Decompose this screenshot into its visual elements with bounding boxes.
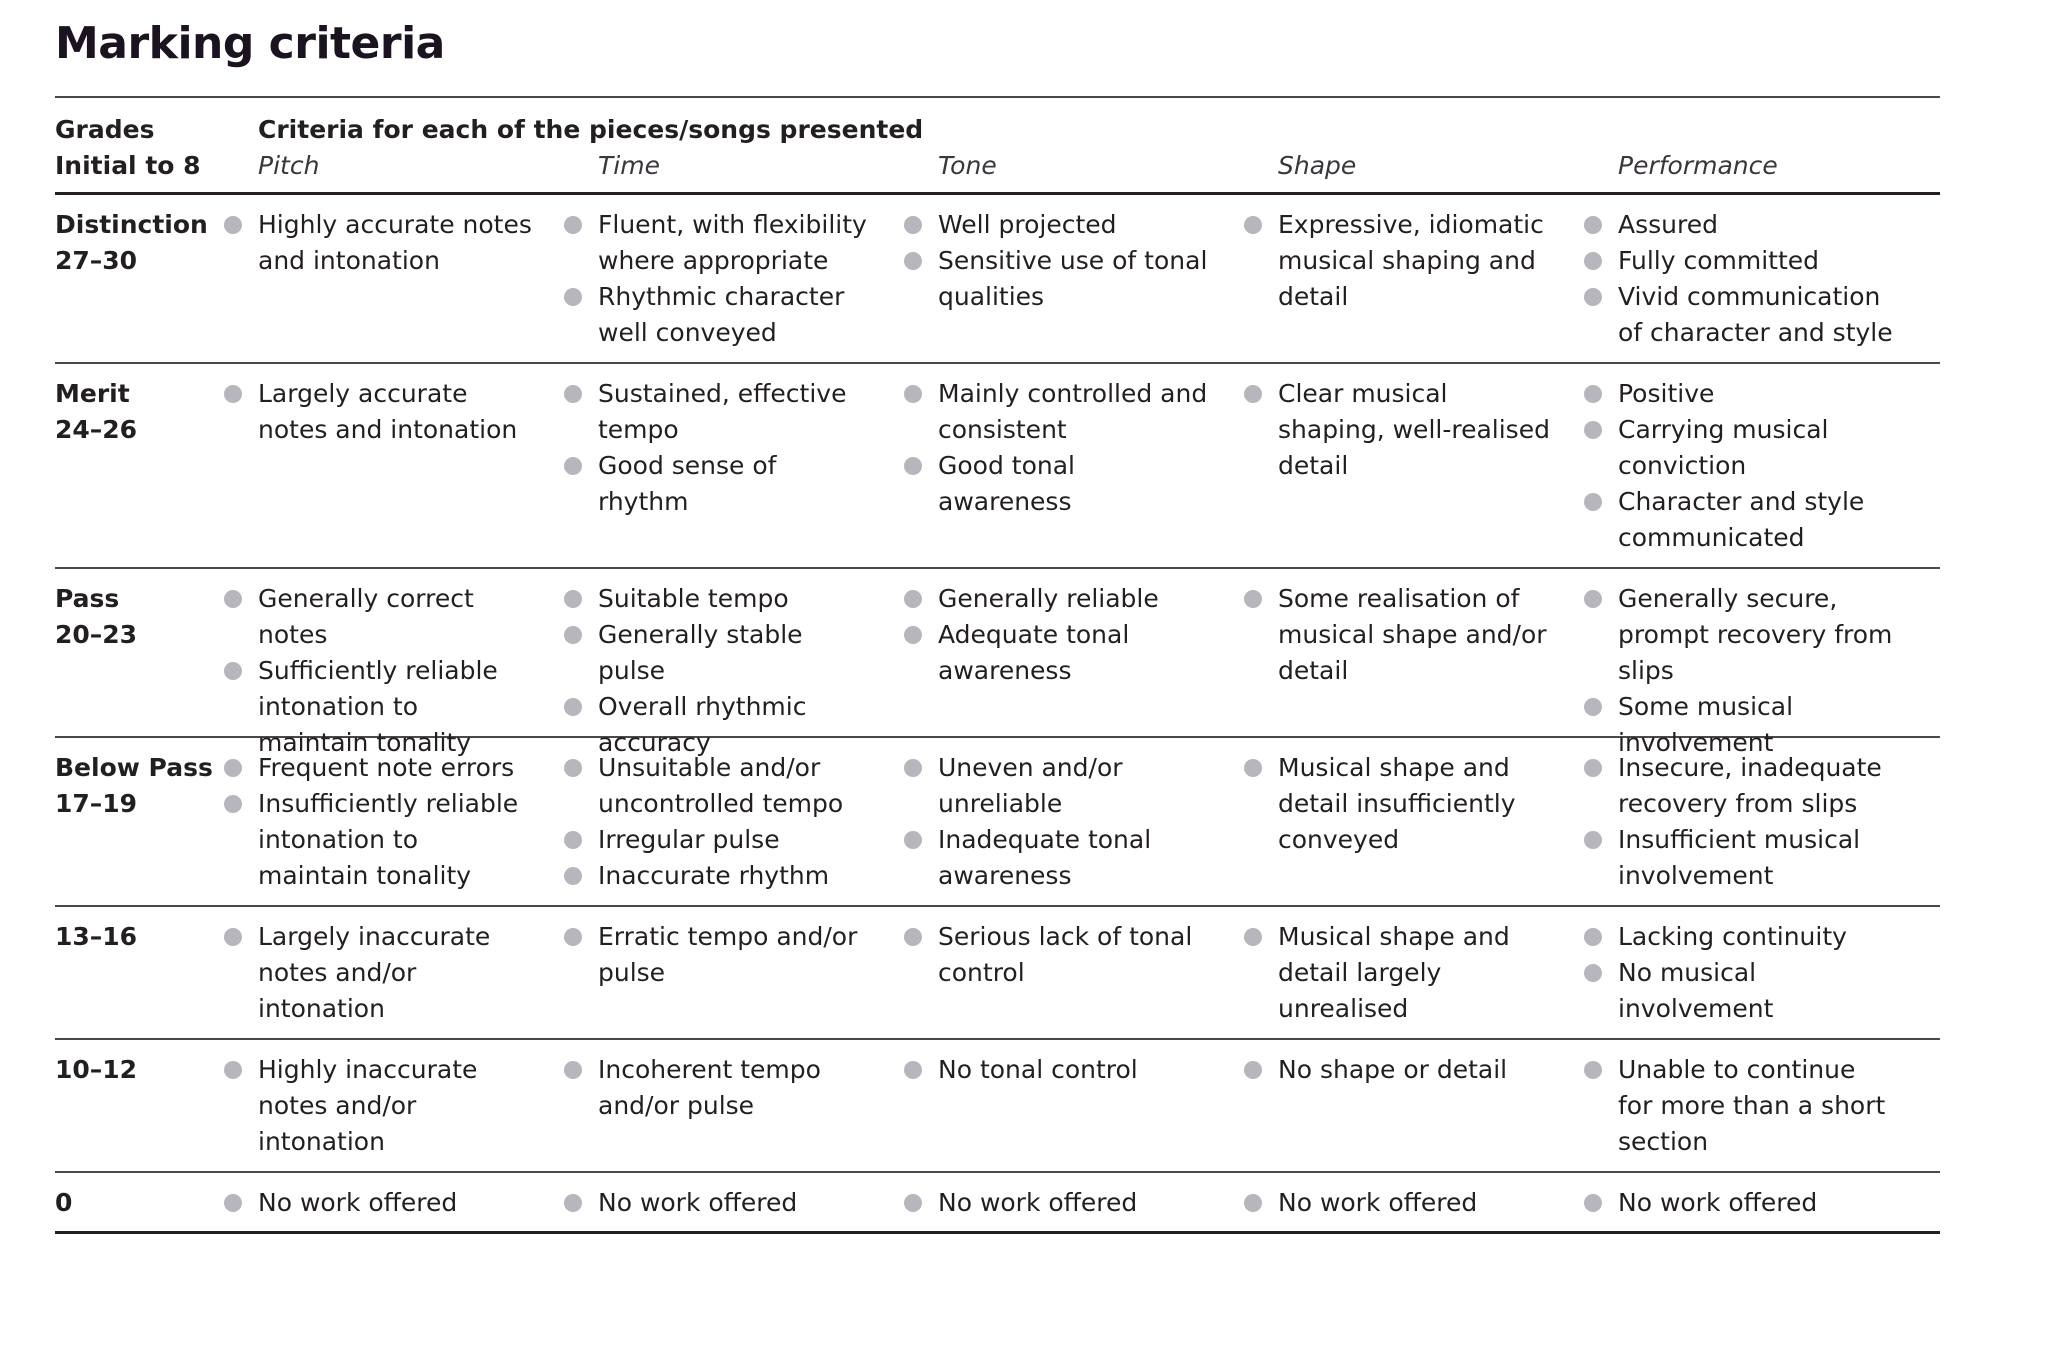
cell-shape <box>1248 376 1553 484</box>
criterion-text: Incoherent tempo and/or pulse <box>598 1055 821 1120</box>
cell-shape <box>1248 1185 1553 1221</box>
cell-tone <box>908 581 1213 689</box>
column-header-time: Time <box>598 151 660 180</box>
bullet-icon <box>564 1061 582 1079</box>
bullet-icon <box>1584 493 1602 511</box>
grade-label <box>55 207 208 279</box>
criterion-item <box>1588 955 1893 1027</box>
grade-range: 17–19 <box>55 789 138 818</box>
criterion-text: Good sense of rhythm <box>598 451 777 516</box>
bullet-icon <box>564 831 582 849</box>
criterion-item <box>1588 822 1893 894</box>
criterion-text: Highly accurate notes and intonation <box>258 210 532 275</box>
cell-tone <box>908 376 1213 520</box>
cell-shape <box>1248 750 1553 858</box>
criterion-item <box>568 279 873 351</box>
bullet-icon <box>1584 421 1602 439</box>
criterion-item <box>1588 581 1893 689</box>
criterion-item <box>228 919 533 1027</box>
bullet-icon <box>224 928 242 946</box>
bullet-icon <box>224 216 242 234</box>
grade-label <box>55 581 137 653</box>
criterion-item <box>1248 750 1553 858</box>
criterion-item <box>1588 376 1893 412</box>
bullet-icon <box>564 759 582 777</box>
criterion-item <box>908 750 1213 822</box>
criterion-text: Highly inaccurate notes and/or intonation <box>258 1055 478 1156</box>
bullet-icon <box>564 1194 582 1212</box>
criterion-text: Suitable tempo <box>598 584 789 613</box>
column-header-tone: Tone <box>938 151 997 180</box>
cell-time <box>568 919 873 991</box>
criterion-item <box>568 858 873 894</box>
criterion-item <box>1248 581 1553 689</box>
grade-range: 27–30 <box>55 246 138 275</box>
cell-pitch <box>228 919 533 1027</box>
criterion-item <box>1248 1052 1553 1088</box>
bullet-icon <box>904 1194 922 1212</box>
criterion-text: Generally reliable <box>938 584 1159 613</box>
grade-name: Distinction <box>55 210 208 239</box>
criterion-item <box>1588 207 1893 243</box>
criterion-text: Good tonal awareness <box>938 451 1075 516</box>
bullet-icon <box>904 626 922 644</box>
criteria-header: Criteria for each of the pieces/songs presented <box>258 115 924 144</box>
cell-pitch <box>228 750 533 894</box>
criterion-item <box>1588 412 1893 484</box>
criterion-text: Some musical involvement <box>1618 692 1794 757</box>
grade-name: Below Pass <box>55 753 213 782</box>
bullet-icon <box>904 385 922 403</box>
criterion-item <box>908 448 1213 520</box>
cell-time <box>568 750 873 894</box>
grade-label <box>55 919 137 955</box>
criterion-item <box>1588 243 1893 279</box>
criterion-item <box>908 1185 1213 1221</box>
criterion-item <box>908 581 1213 617</box>
bullet-icon <box>1244 590 1262 608</box>
table-row <box>55 738 1940 907</box>
table-row <box>55 1173 1940 1234</box>
criterion-text: Clear musical shaping, well-realised detail <box>1278 379 1550 480</box>
criterion-item <box>908 617 1213 689</box>
criterion-item <box>568 581 873 617</box>
bullet-icon <box>1244 928 1262 946</box>
bullet-icon <box>564 457 582 475</box>
table-row <box>55 569 1940 757</box>
cell-time <box>568 1052 873 1124</box>
bullet-icon <box>1244 1194 1262 1212</box>
bullet-icon <box>904 759 922 777</box>
criterion-text: Sufficiently reliable intonation to maintain tonality <box>258 656 498 757</box>
criterion-text: Largely inaccurate notes and/or intonation <box>258 922 491 1023</box>
criterion-text: Positive <box>1618 379 1715 408</box>
criterion-text: Unable to continue for more than a short section <box>1618 1055 1886 1156</box>
criterion-text: No tonal control <box>938 1055 1138 1084</box>
criterion-text: Mainly controlled and consistent <box>938 379 1208 444</box>
cell-performance <box>1588 750 1893 894</box>
cell-performance <box>1588 581 1893 761</box>
bullet-icon <box>1584 288 1602 306</box>
criterion-item <box>908 207 1213 243</box>
table-body <box>55 195 1940 1234</box>
criterion-text: No shape or detail <box>1278 1055 1508 1084</box>
column-header-pitch: Pitch <box>258 151 320 180</box>
bullet-icon <box>224 1194 242 1212</box>
criterion-item <box>1588 750 1893 822</box>
cell-pitch <box>228 1052 533 1160</box>
criterion-item <box>908 376 1213 448</box>
bullet-icon <box>224 759 242 777</box>
bullet-icon <box>1584 928 1602 946</box>
criterion-item <box>228 1052 533 1160</box>
criterion-item <box>228 750 533 786</box>
bullet-icon <box>564 626 582 644</box>
bullet-icon <box>1584 252 1602 270</box>
bullet-icon <box>1584 698 1602 716</box>
criterion-text: Fully committed <box>1618 246 1820 275</box>
cell-performance <box>1588 1185 1893 1221</box>
grade-range: 13–16 <box>55 922 138 951</box>
criterion-text: Vivid communication of character and style <box>1618 282 1893 347</box>
cell-pitch <box>228 207 533 279</box>
criterion-text: Musical shape and detail largely unrealised <box>1278 922 1510 1023</box>
bullet-icon <box>1584 759 1602 777</box>
criterion-item <box>1588 279 1893 351</box>
criterion-item <box>568 822 873 858</box>
criterion-text: Musical shape and detail insufficiently conveyed <box>1278 753 1516 854</box>
cell-time <box>568 581 873 761</box>
grades-header <box>55 112 201 184</box>
bullet-icon <box>224 590 242 608</box>
criterion-text: No musical involvement <box>1618 958 1774 1023</box>
bullet-icon <box>1244 385 1262 403</box>
criterion-text: Irregular pulse <box>598 825 780 854</box>
criterion-text: Unsuitable and/or uncontrolled tempo <box>598 753 844 818</box>
grade-range: 10–12 <box>55 1055 138 1084</box>
cell-tone <box>908 750 1213 894</box>
criterion-item <box>228 786 533 894</box>
criterion-text: Insecure, inadequate recovery from slips <box>1618 753 1882 818</box>
criterion-item <box>568 750 873 822</box>
criterion-text: Character and style communicated <box>1618 487 1865 552</box>
table-row <box>55 1040 1940 1173</box>
criterion-text: Generally correct notes <box>258 584 474 649</box>
marking-criteria-table <box>55 96 1940 1234</box>
bullet-icon <box>1584 216 1602 234</box>
criterion-text: No work offered <box>1278 1188 1478 1217</box>
criterion-item <box>568 448 873 520</box>
criterion-text: Overall rhythmic accuracy <box>598 692 807 757</box>
criterion-text: No work offered <box>1618 1188 1818 1217</box>
criterion-text: No work offered <box>938 1188 1138 1217</box>
criterion-text: Generally secure, prompt recovery from slips <box>1618 584 1893 685</box>
cell-pitch <box>228 581 533 761</box>
criterion-text: Sustained, effective tempo <box>598 379 847 444</box>
grade-label <box>55 376 137 448</box>
criterion-item <box>568 376 873 448</box>
criterion-item <box>908 919 1213 991</box>
bullet-icon <box>564 216 582 234</box>
criterion-item <box>1588 919 1893 955</box>
bullet-icon <box>1584 385 1602 403</box>
cell-tone <box>908 207 1213 315</box>
criterion-text: Frequent note errors <box>258 753 515 782</box>
bullet-icon <box>904 457 922 475</box>
cell-performance <box>1588 1052 1893 1160</box>
table-header <box>55 98 1940 195</box>
bullet-icon <box>904 216 922 234</box>
cell-tone <box>908 919 1213 991</box>
criterion-text: Generally stable pulse <box>598 620 803 685</box>
criterion-text: Erratic tempo and/or pulse <box>598 922 858 987</box>
grade-name: Merit <box>55 379 130 408</box>
criterion-text: Some realisation of musical shape and/or detail <box>1278 584 1547 685</box>
bullet-icon <box>1584 590 1602 608</box>
criterion-item <box>1248 1185 1553 1221</box>
bullet-icon <box>904 590 922 608</box>
grade-range: 24–26 <box>55 415 138 444</box>
cell-performance <box>1588 376 1893 556</box>
bullet-icon <box>224 662 242 680</box>
bullet-icon <box>904 1061 922 1079</box>
criterion-text: Inadequate tonal awareness <box>938 825 1152 890</box>
cell-shape <box>1248 207 1553 315</box>
bullet-icon <box>564 288 582 306</box>
table-row <box>55 364 1940 569</box>
bullet-icon <box>1244 216 1262 234</box>
cell-tone <box>908 1052 1213 1088</box>
criterion-item <box>228 581 533 653</box>
criterion-text: Insufficiently reliable intonation to maintain tonality <box>258 789 519 890</box>
grade-label <box>55 750 213 822</box>
cell-pitch <box>228 376 533 448</box>
page-title: Marking criteria <box>55 18 445 69</box>
criterion-item <box>568 1052 873 1124</box>
criterion-text: Rhythmic character well conveyed <box>598 282 845 347</box>
grades-header-line2: Initial to 8 <box>55 151 201 180</box>
bullet-icon <box>224 1061 242 1079</box>
bullet-icon <box>224 385 242 403</box>
criterion-item <box>228 207 533 279</box>
criterion-item <box>568 1185 873 1221</box>
criterion-text: Serious lack of tonal control <box>938 922 1193 987</box>
bullet-icon <box>224 795 242 813</box>
criterion-text: No work offered <box>598 1188 798 1217</box>
criterion-item <box>568 919 873 991</box>
bullet-icon <box>1584 831 1602 849</box>
criterion-text: Lacking continuity <box>1618 922 1847 951</box>
criterion-item <box>568 617 873 689</box>
bullet-icon <box>564 590 582 608</box>
criterion-item <box>1248 207 1553 315</box>
criterion-text: No work offered <box>258 1188 458 1217</box>
bullet-icon <box>1584 1061 1602 1079</box>
criterion-item <box>228 376 533 448</box>
criterion-text: Carrying musical conviction <box>1618 415 1829 480</box>
criterion-text: Inaccurate rhythm <box>598 861 830 890</box>
column-header-performance: Performance <box>1618 151 1778 180</box>
bullet-icon <box>1244 759 1262 777</box>
cell-shape <box>1248 581 1553 689</box>
criterion-item <box>908 822 1213 894</box>
grade-label <box>55 1052 137 1088</box>
bullet-icon <box>564 385 582 403</box>
cell-shape <box>1248 1052 1553 1088</box>
criterion-item <box>1248 376 1553 484</box>
cell-time <box>568 1185 873 1221</box>
criterion-text: Expressive, idiomatic musical shaping and detail <box>1278 210 1544 311</box>
column-header-shape: Shape <box>1278 151 1357 180</box>
criterion-item <box>1248 919 1553 1027</box>
bullet-icon <box>1244 1061 1262 1079</box>
cell-performance <box>1588 919 1893 1027</box>
bullet-icon <box>564 698 582 716</box>
grade-range: 0 <box>55 1188 73 1217</box>
cell-tone <box>908 1185 1213 1221</box>
criterion-text: Largely accurate notes and intonation <box>258 379 518 444</box>
grade-range: 20–23 <box>55 620 138 649</box>
bullet-icon <box>564 928 582 946</box>
criterion-item <box>908 1052 1213 1088</box>
table-row <box>55 195 1940 364</box>
table-row <box>55 907 1940 1040</box>
criterion-text: Insufficient musical involvement <box>1618 825 1861 890</box>
bullet-icon <box>1584 964 1602 982</box>
cell-shape <box>1248 919 1553 1027</box>
grades-header-line1: Grades <box>55 115 155 144</box>
grade-label <box>55 1185 72 1221</box>
criterion-text: Fluent, with flexibility where appropriate <box>598 210 867 275</box>
criterion-text: Well projected <box>938 210 1117 239</box>
cell-time <box>568 376 873 520</box>
criterion-text: Assured <box>1618 210 1718 239</box>
bullet-icon <box>904 831 922 849</box>
criterion-item <box>1588 1185 1893 1221</box>
bullet-icon <box>564 867 582 885</box>
criterion-text: Uneven and/or unreliable <box>938 753 1123 818</box>
bullet-icon <box>1584 1194 1602 1212</box>
grade-name: Pass <box>55 584 120 613</box>
cell-pitch <box>228 1185 533 1221</box>
criterion-item <box>228 1185 533 1221</box>
criterion-item <box>568 207 873 279</box>
criterion-item <box>1588 1052 1893 1160</box>
criterion-text: Sensitive use of tonal qualities <box>938 246 1208 311</box>
criterion-text: Adequate tonal awareness <box>938 620 1130 685</box>
criterion-item <box>908 243 1213 315</box>
bullet-icon <box>904 928 922 946</box>
cell-performance <box>1588 207 1893 351</box>
criterion-item <box>1588 484 1893 556</box>
bullet-icon <box>904 252 922 270</box>
cell-time <box>568 207 873 351</box>
